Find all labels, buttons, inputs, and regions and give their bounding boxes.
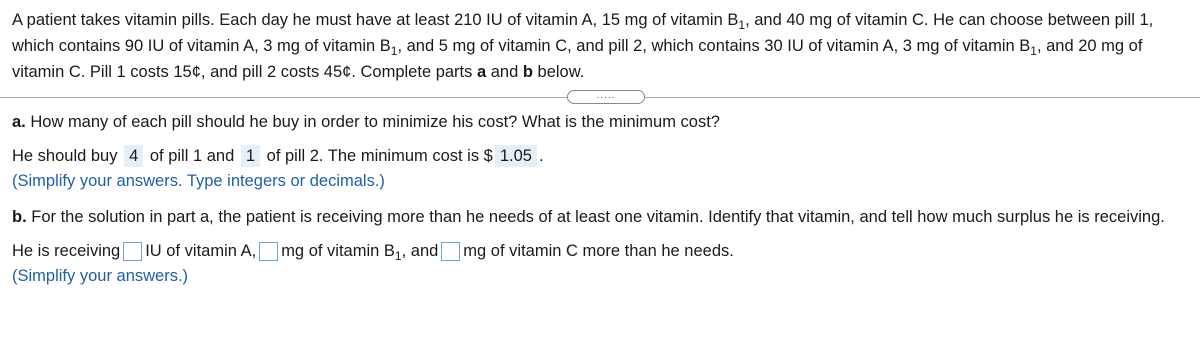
subscript: 1 (738, 18, 746, 32)
problem-text: , and 5 mg of vitamin C, and pill 2, which contains 30 IU of vitamin A, 3 mg of vitamin B (397, 37, 1031, 55)
answer-text: . (538, 147, 544, 165)
answer-text: mg of vitamin C more than he needs. (463, 242, 734, 260)
part-b-ref: b (522, 63, 533, 81)
part-b-answer (12, 240, 734, 262)
part-a-question-text: How many of each pill should he buy in order to minimize his cost? What is the minimum cost? (25, 113, 720, 131)
part-a-ref: a (476, 63, 487, 81)
vitamin-c-surplus-input[interactable] (441, 242, 460, 261)
part-b-label: b. (12, 208, 27, 226)
problem-line-2 (12, 35, 1142, 57)
problem-line-3 (12, 61, 584, 83)
problem-text: , and 40 mg of vitamin C. He can choose between pill 1, (745, 11, 1154, 29)
vitamin-b1-surplus-input[interactable] (259, 242, 278, 261)
pill1-count-answer[interactable]: 4 (124, 145, 143, 167)
min-cost-answer[interactable]: 1.05 (495, 145, 537, 167)
subscript: 1 (1030, 44, 1037, 58)
divider-handle[interactable]: ..... (567, 90, 645, 104)
vitamin-a-surplus-input[interactable] (123, 242, 142, 261)
part-b-question (12, 206, 1165, 228)
part-b-question-text: For the solution in part a, the patient is receiving more than he needs of at least one vitamin. Identify that vitamin, and tell how much surplus he is receiving. (26, 208, 1165, 226)
answer-text: mg of vitamin B (281, 242, 395, 260)
part-a-question (12, 111, 720, 133)
pill2-count-answer[interactable]: 1 (241, 145, 260, 167)
part-b-hint: (Simplify your answers.) (12, 267, 189, 285)
answer-text: , and (401, 242, 439, 260)
part-a-hint: (Simplify your answers. Type integers or decimals.) (12, 172, 385, 190)
subscript: 1 (390, 44, 398, 58)
answer-text: IU of vitamin A, (145, 242, 257, 260)
problem-text: below. (532, 63, 585, 81)
problem-text: which contains 90 IU of vitamin A, 3 mg of vitamin B (12, 37, 391, 55)
problem-text: , and 20 mg of (1036, 37, 1143, 55)
answer-text: He should buy (12, 147, 118, 165)
problem-line-1 (12, 9, 1153, 31)
answer-text: He is receiving (12, 242, 121, 260)
answer-text: of pill 1 and (149, 147, 235, 165)
part-a-answer (12, 145, 544, 167)
subscript: 1 (394, 249, 402, 263)
part-a-label: a. (12, 113, 26, 131)
answer-text: of pill 2. The minimum cost is $ (266, 147, 493, 165)
problem-text: and (486, 63, 523, 81)
problem-text: vitamin C. Pill 1 costs 15¢, and pill 2 costs 45¢. Complete parts (12, 63, 477, 81)
problem-text: A patient takes vitamin pills. Each day he must have at least 210 IU of vitamin A, 15 mg of vitamin B (12, 11, 739, 29)
